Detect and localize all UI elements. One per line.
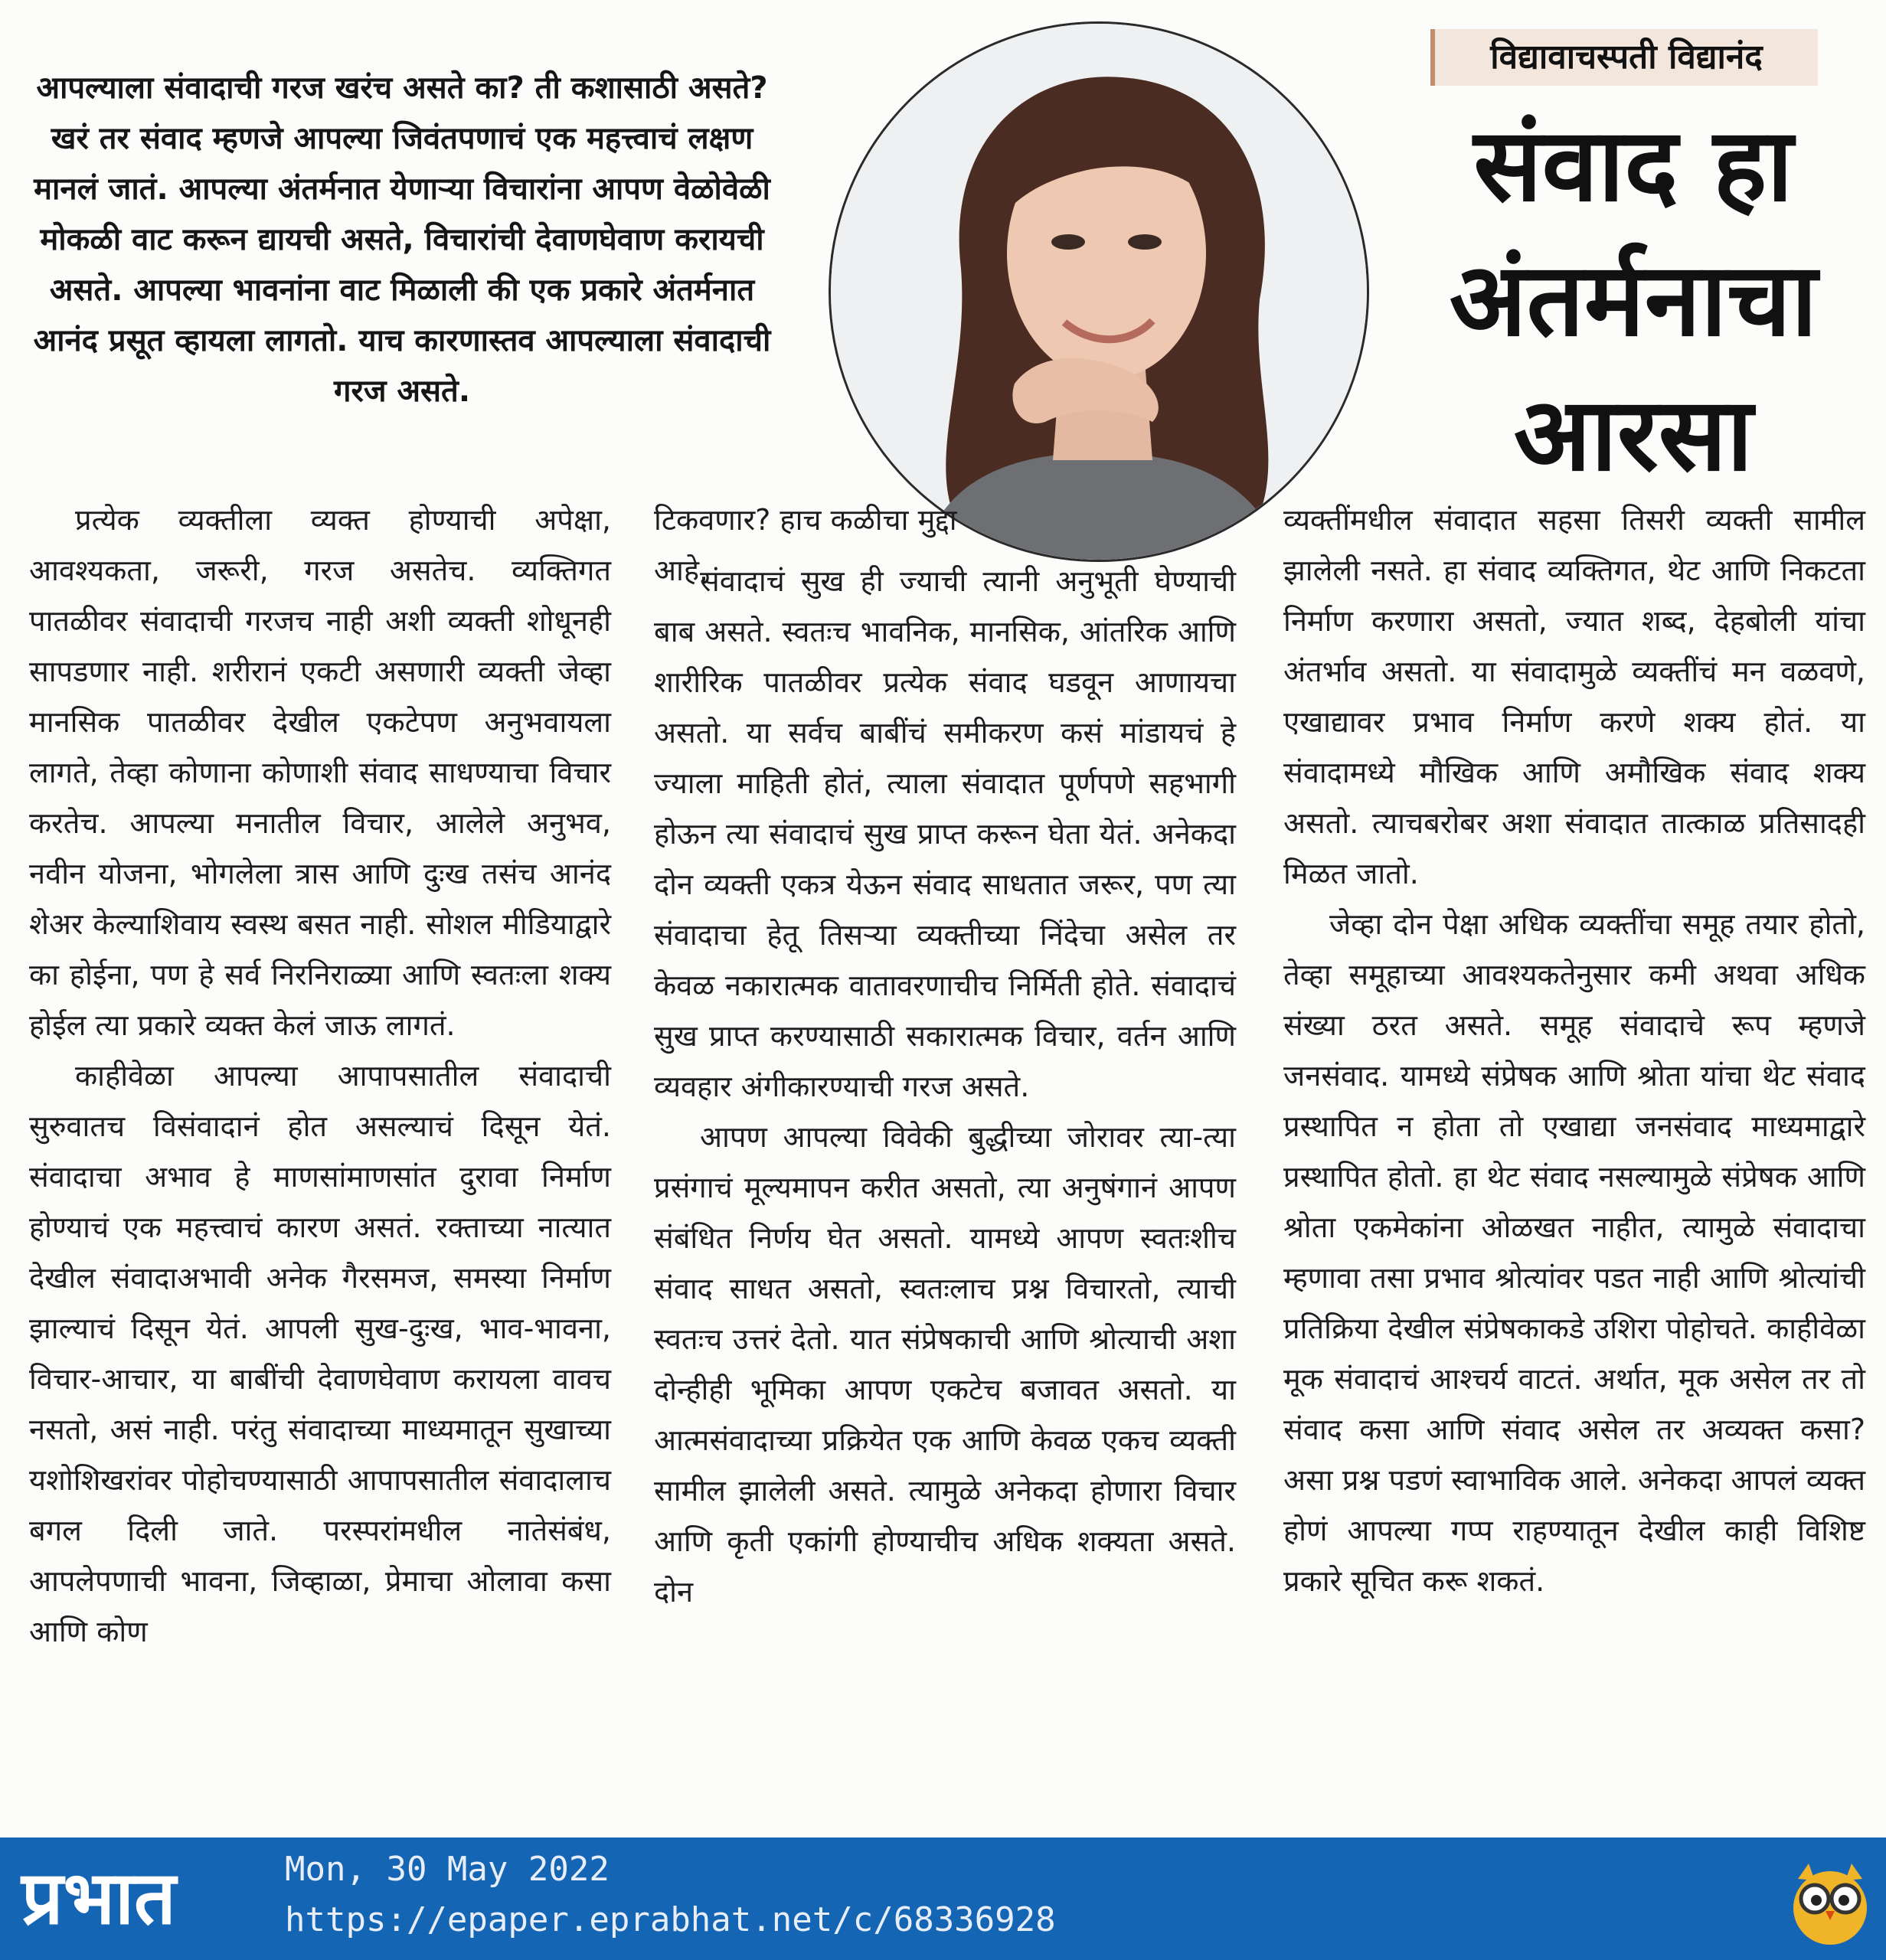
- column-1-paragraph-2: काहीवेळा आपल्या आपापसातील संवादाची सुरुवातच विसंवादानं होत असल्याचं दिसून येतं. संवादाचा अभाव हे माणसांमाणसांत दुरावा निर्माण होण्याचं एक महत्त्वाचं कारण असतं. रक्ताच्या नात्यात देखील संवादाअभावी अनेक गैरसमज, समस्या निर्माण झाल्याचं दिसून येतं. आपली सुख-दुःख, भाव-भावना, विचार-आचार, या बाबींची देवाणघेवाण करायला वावच नसतो, असं नाही. परंतु संवादाच्या माध्यमातून सुखाच्या यशोशिखरांवर पोहोचण्यासाठी आपापसातील संवादालाच बगल दिली जाते. परस्परांमधील नातेसंबंध, आपलेपणाची भावना, जिव्हाळा, प्रेमाचा ओलावा कसा आणि कोण: [29, 1059, 611, 1648]
- column-3-paragraph-2: जेव्हा दोन पेक्षा अधिक व्यक्तींचा समूह तयार होतो, तेव्हा समूहाच्या आवश्यकतेनुसार कमी अथवा अधिक संख्या ठरत असते. समूह संवादाचे रूप म्हणजे जनसंवाद. यामध्ये संप्रेषक आणि श्रोता यांचा थेट संवाद प्रस्थापित न होता तो एखाद्या जनसंवाद माध्यमाद्वारे प्रस्थापित होतो. हा थेट संवाद नसल्यामुळे संप्रेषक आणि श्रोता एकमेकांना ओळखत नाहीत, त्यामुळे संवादाचा म्हणावा तसा प्रभाव श्रोत्यांवर पडत नाही आणि श्रोत्यांची प्रतिक्रिया देखील संप्रेषकाकडे उशिरा पोहोचते. काहीवेळा मूक संवादाचं आश्चर्य वाटतं. अर्थात, मूक असेल तर तो संवाद कसा आणि संवाद असेल तर अव्यक्त कसा? असा प्रश्न पडणं स्वाभाविक आले. अनेकदा आपलं व्यक्त होणं आपल्या गप्प राहण्यातून देखील काही विशिष्ट प्रकारे सूचित करू शकतं.: [1283, 907, 1865, 1598]
- epaper-url[interactable]: https://epaper.eprabhat.net/c/68336928: [285, 1900, 1056, 1939]
- article-column-2: [654, 556, 1236, 1617]
- epaper-footer: [0, 1838, 1886, 1960]
- column-2-continuation: टिकवणार? हाच कळीचा मुद्दा आहे.: [654, 503, 957, 587]
- author-byline: विद्यावाचस्पती विद्यानंद: [1430, 29, 1818, 86]
- column-3-paragraph-1: व्यक्तींमधील संवादात सहसा तिसरी व्यक्ती सामील झालेली नसते. हा संवाद व्यक्तिगत, थेट आणि निकटता निर्माण करणारा असतो, ज्यात शब्द, देहबोली यांचा अंतर्भाव असतो. या संवादामुळे व्यक्तींचं मन वळवणे, एखाद्यावर प्रभाव निर्माण करणे शक्य होतं. या संवादामध्ये मौखिक आणि अमौखिक संवाद शक्य असतो. त्याचबरोबर अशा संवादात तात्काळ प्रतिसादही मिळत जातो.: [1283, 503, 1865, 890]
- prabhat-logo[interactable]: प्रभात: [21, 1855, 176, 1941]
- article-headline: संवाद हा अंतर्मनाचा आरसा: [1449, 106, 1818, 494]
- article-column-1: [29, 495, 611, 1657]
- edition-date: Mon, 30 May 2022: [285, 1850, 610, 1889]
- column-2-paragraph-1: संवादाचं सुख ही ज्याची त्यानी अनुभूती घेण्याची बाब असते. स्वतःच भावनिक, मानसिक, आंतरिक आणि शारीरिक पातळीवर प्रत्येक संवाद घडवून आणायचा असतो. या सर्वच बाबींचं समीकरण कसं मांडायचं हे ज्याला माहिती होतं, त्याला संवादात पूर्णपणे सहभागी होऊन त्या संवादाचं सुख प्राप्त करून घेता येतं. अनेकदा दोन व्यक्ती एकत्र येऊन संवाद साधतात जरूर, पण त्या संवादाचा हेतू तिसऱ्या व्यक्तीच्या निंदेचा असेल तर केवळ नकारात्मक वातावरणाचीच निर्मिती होते. संवादाचं सुख प्राप्त करण्यासाठी सकारात्मक विचार, वर्तन आणि व्यवहार अंगीकारण्याची गरज असते.: [654, 564, 1237, 1103]
- column-2-paragraph-2: आपण आपल्या विवेकी बुद्धीच्या जोरावर त्या-त्या प्रसंगाचं मूल्यमापन करीत असतो, त्या अनुषंगानं आपण संबंधित निर्णय घेत असतो. यामध्ये आपण स्वतःशीच संवाद साधत असतो, स्वतःलाच प्रश्न विचारतो, त्याची स्वतःच उत्तरं देतो. यात संप्रेषकाची आणि श्रोत्याची अशा दोन्हीही भूमिका आपण एकटेच बजावत असतो. या आत्मसंवादाच्या प्रक्रियेत एक आणि केवळ एकच व्यक्ती सामील झालेली असते. त्यामुळे अनेकदा होणारा विचार आणि कृती एकांगी होण्याचीच अधिक शक्यता असते. दोन: [654, 1120, 1236, 1609]
- article-column-3: [1283, 495, 1865, 1606]
- column-1-paragraph-1: प्रत्येक व्यक्तीला व्यक्त होण्याची अपेक्षा, आवश्यकता, जरूरी, गरज असतेच. व्यक्तिगत पातळीवर संवादाची गरजच नाही अशी व्यक्ती शोधूनही सापडणार नाही. शरीरानं एकटी असणारी व्यक्ती जेव्हा मानसिक पातळीवर देखील एकटेपण अनुभवायला लागते, तेव्हा कोणाना कोणाशी संवाद साधण्याचा विचार करतेच. आपल्या मनातील विचार, आलेले अनुभव, नवीन योजना, भोगलेला त्रास आणि दुःख तसंच आनंद शेअर केल्याशिवाय स्वस्थ बसत नाही. सोशल मीडियाद्वारे का होईना, पण हे सर्व निरनिराळ्या आणि स्वतःला शक्य होईल त्या प्रकारे व्यक्त केलं जाऊ लागतं.: [29, 503, 611, 1042]
- article-photo: [829, 21, 1369, 562]
- owl-icon: [1784, 1856, 1876, 1948]
- article-intro: आपल्याला संवादाची गरज खरंच असते का? ती कशासाठी असते? खरं तर संवाद म्हणजे आपल्या जिवंतपणाचं एक महत्त्वाचं लक्षण मानलं जातं. आपल्या अंतर्मनात येणाऱ्या विचारांना आपण वेळोवेळी मोकळी वाट करून द्यायची असते, विचारांची देवाणघेवाण करायची असते. आपल्या भावनांना वाट मिळाली की एक प्रकारे अंतर्मनात आनंद प्रसूत व्हायला लागतो. याच कारणास्तव आपल्याला संवादाची गरज असते.: [33, 70, 771, 409]
